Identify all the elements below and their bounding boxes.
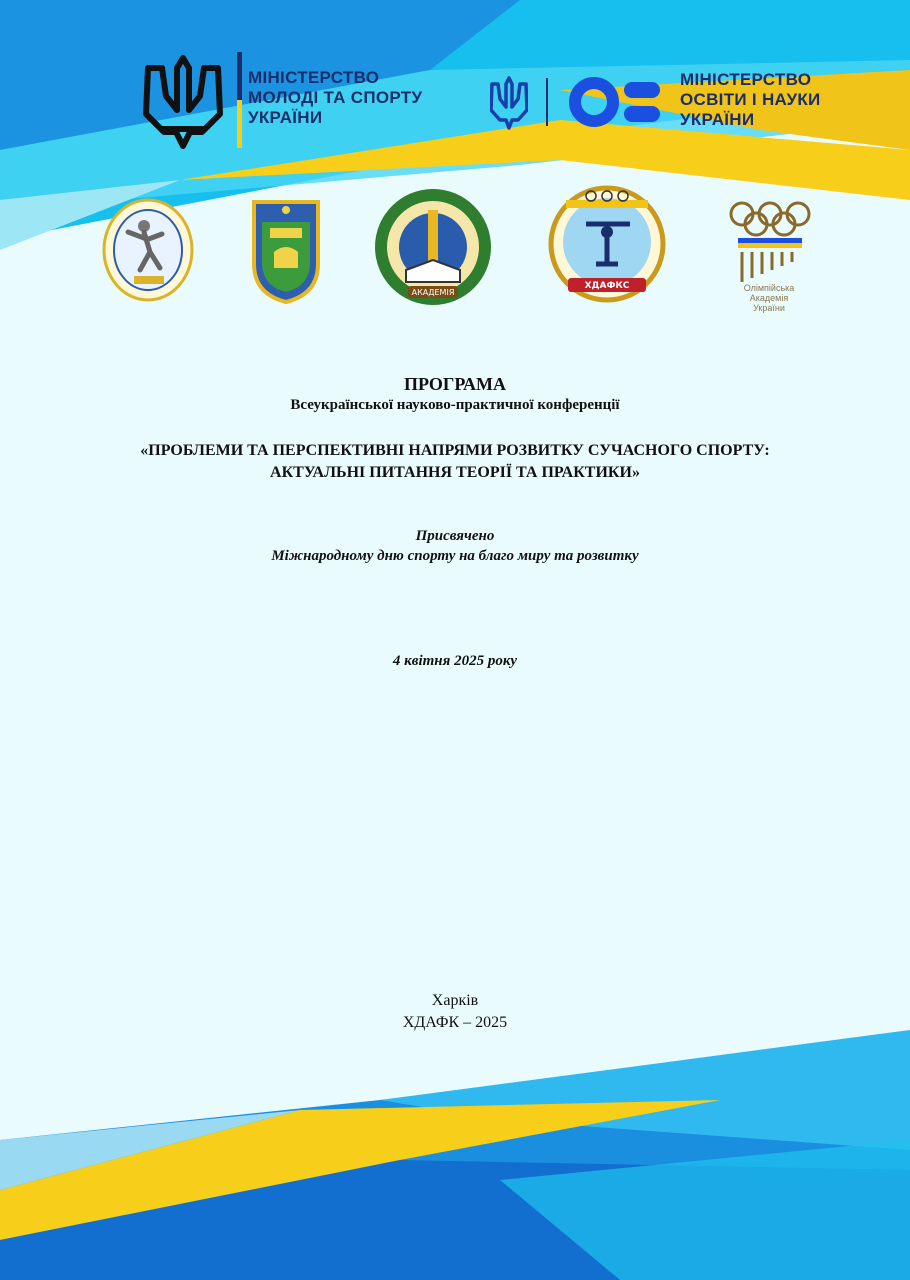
education-ministry-logo-icon [568,76,666,128]
conference-date: 4 квітня 2025 року [392,653,518,669]
dedication-line-2: Міжнародному дню спорту на благо миру та розвитку [271,548,639,564]
conference-title-line-1: «ПРОБЛЕМИ ТА ПЕРСПЕКТИВНІ НАПРЯМИ РОЗВИТКУ СУЧАСНОГО СПОРТУ: [140,442,770,459]
hdafks-emblem-icon [546,184,668,304]
divider-bar-yellow [237,100,242,148]
program-heading: ПРОГРАМА [403,374,507,394]
publisher-label: ХДАФК – 2025 [402,1014,508,1031]
conference-title-line-2: АКТУАЛЬНІ ПИТАННЯ ТЕОРІЇ ТА ПРАКТИКИ» [270,464,640,481]
small-trident-icon [490,75,528,131]
conference-subtitle: Всеукраїнської науково-практичної конференції [290,397,620,413]
trident-emblem-icon [140,54,226,150]
dedication [0,526,910,566]
olympic-academy-caption: Олімпійська Академія України [743,283,795,313]
city-label: Харків [431,992,479,1009]
ministry-education-label: МІНІСТЕРСТВО ОСВІТИ І НАУКИ УКРАЇНИ [680,70,821,129]
ministry-youth-sport-label: МІНІСТЕРСТВО МОЛОДІ ТА СПОРТУ УКРАЇНИ [248,68,423,127]
university-shield-icon [248,194,324,306]
dedication-line-1: Присвячено [415,528,495,544]
divider-line [546,78,548,126]
academy-emblem-icon [372,186,494,308]
imprint [0,990,910,1034]
hdafks-ribbon-text: ХДАФКС [584,281,630,291]
discobolus-emblem-icon [100,196,196,304]
academy-ribbon-text: АКАДЕМІЯ [411,288,455,297]
conference-title [0,440,910,484]
olympic-rings-icon [728,198,812,284]
